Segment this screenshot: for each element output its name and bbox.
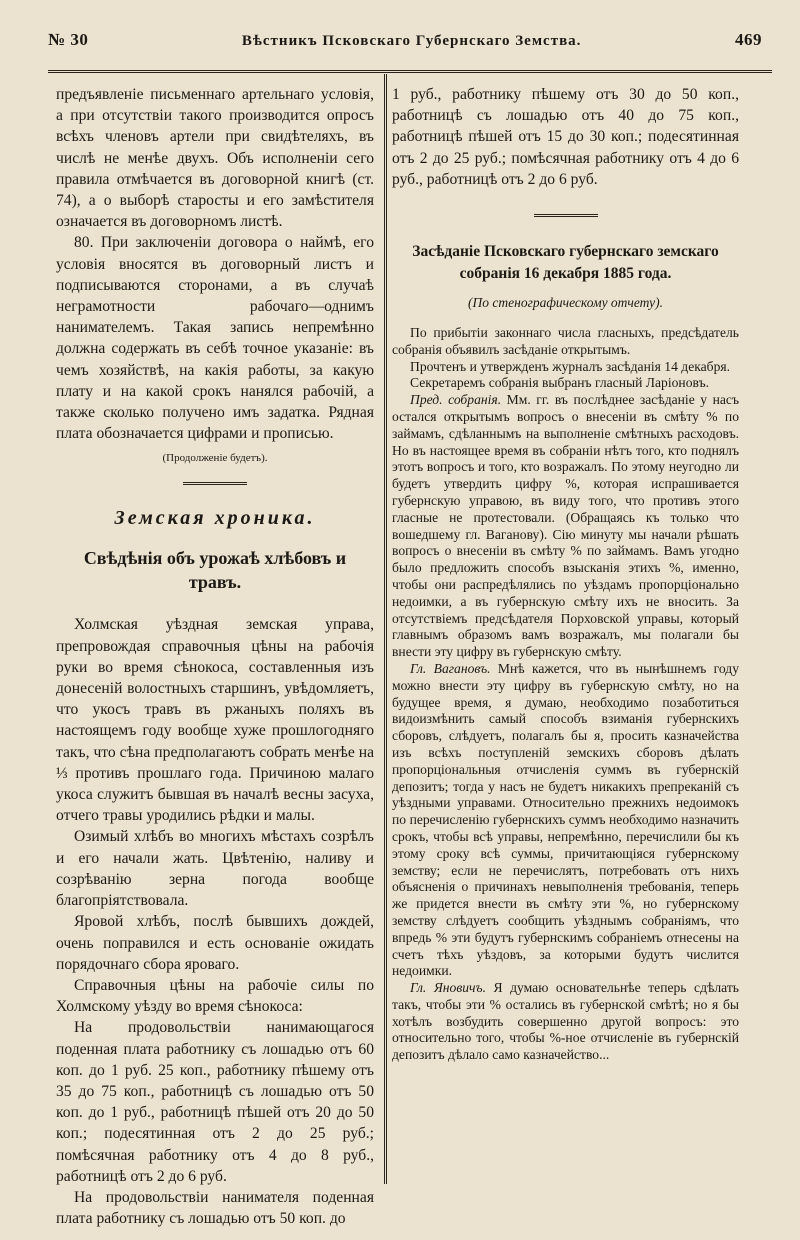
speaker-name: Гл. Яновичъ. [410,980,486,996]
paragraph: 1 руб., работнику пѣшему отъ 30 до 50 коп., работницѣ съ лошадью отъ 40 до 75 коп., работницѣ пѣшей отъ 15 до 30 коп.; подесятинная отъ 2 до 25 руб.; помѣсячная работнику отъ 4 до 6 руб., работницѣ отъ 2 до 6 руб. [392,86,739,188]
paragraph: Холмская уѣздная земская управа, препровождая справочныя цѣны на рабочія руки во время сѣнокоса, составленныя изъ донесеній волостныхъ старшинъ, увѣдомляетъ, что укосъ травъ въ ржаныхъ поляхъ въ настоящемъ году вообще хуже прошлогодняго такъ, что сѣна предполагаютъ собрать менѣе на ⅓ противъ прошлаго года. Причиною малаго укоса служитъ бывшая въ началѣ весны засуха, отчего травы уродились рѣдки и малы. [56,616,374,825]
paragraph: По прибытіи законнаго числа гласныхъ, предсѣдатель собранія объявилъ засѣданіе открытымъ. [392,325,739,357]
section-rule [534,214,598,217]
article-title: Свѣдѣнія объ урожаѣ хлѣбовъ и травъ. [83,548,347,593]
journal-title: Вѣстникъ Псковскаго Губернскаго Земства. [241,33,582,49]
speech-text: Мнѣ кажется, что въ нынѣшнемъ году можно внести эту цифру въ губернскую смѣту, но на будущее время, я думаю, необходимо позаботиться видоизмѣнить самый способъ взиманія губернскихъ сборовъ, слѣдуетъ, полагалъ бы я, просить казначейства изъ всѣхъ поступленій земскихъ сборовъ дѣлать пропорціональныя отчисленія суммъ въ губернскій депозитъ; тогда у насъ не будетъ никакихъ препреканій съ уѣздными управами. Относительно прежнихъ недоимокъ по перечисленію губернскихъ суммъ необходимо назначить срокъ, чтобы всѣ управы, непремѣнно, перечислили бы къ этому сроку всѣ суммы, причитающіяся губернскому земству; если не перечислятъ, потребовать отъ нихъ объясненія о причинахъ невыполненія требованія, теперь же придется внести въ смѣту эти %, но губернскому земству слѣдуетъ сообщить уѣзднымъ собраніямъ, что впредь % эти будутъ губернскимъ собраніемъ отнесены на счетъ тѣхъ уѣздовъ, за которыми будутъ числится недоимки. [392,660,740,979]
article-title: Засѣданіе Псковскаго губернскаго земскаго собранія 16 декабря 1885 года. [412,243,719,283]
speech-paragraph [392,980,739,1064]
paragraph: На продовольствіи нанимателя поденная плата работнику съ лошадью отъ 50 коп. до [56,1188,374,1228]
paragraph: На продовольствіи нанимающагося поденная плата работнику съ лошадью отъ 60 коп. до 1 руб. 25 коп., работнику пѣшему отъ 35 до 75 коп., работницѣ съ лошадью отъ 50 коп. до 1 руб., работницѣ пѣшей отъ 20 до 50 коп.; подесятинная отъ 2 до 25 руб.; помѣсячная работнику отъ 4 до 8 руб., работницѣ отъ 2 до 6 руб. [56,1019,374,1185]
paragraph: Озимый хлѣбъ во многихъ мѣстахъ созрѣлъ и его начали жать. Цвѣтенію, наливу и созрѣванію зерна погода вообще благопріятствовала. [56,828,374,910]
continuation-note: (Продолженіе будетъ). [162,452,268,465]
article-subtitle: (По стенографическому отчету). [468,295,663,311]
paragraph: Яровой хлѣбъ, послѣ бывшихъ дождей, очень поправился и есть основаніе ожидать порядочнаго сбора яроваго. [56,913,374,973]
speaker-name: Пред. собранія. [410,392,502,408]
speaker-name: Гл. Вагановъ. [410,660,491,676]
column-divider [384,74,387,1184]
section-rule [183,482,247,485]
left-column [56,84,374,1229]
paragraph: Секретаремъ собранія выбранъ гласный Ларіоновъ. [410,375,710,391]
paragraph: предъявленіе письменнаго артельнаго условія, а при отсутствіи такого производится опросъ всѣхъ членовъ артели при свидѣтеляхъ, въ числѣ не менѣе двухъ. Объ исполненіи сего правила отмѣчается въ договорной книгѣ (ст. 74), а о выборѣ старосты и его замѣстителя означается въ договорномъ листѣ. [56,86,374,231]
speech-text: Я думаю основательнѣе теперь сдѣлать такъ, чтобы эти % остались въ губернской смѣтѣ; но я бы хотѣлъ возбудить совершенно другой вопросъ: это относительно того, чтобы %-ное отчисленіе въ губернскій депозитъ дѣлало само казначейство... [392,980,739,1063]
speech-text: Мм. гг. въ послѣднее засѣданіе у насъ остался открытымъ вопросъ о внесеніи въ смѣту % по займамъ, сдѣланнымъ на выполненіе смѣтныхъ расходовъ. Но въ настоящее время въ собраніи нѣтъ того, кто поднялъ этотъ вопросъ и того, кто возражалъ. По этому неугодно ли будетъ утвердить цифру %, которая испрашивается губернскую управою, въ виду того, что противъ этого гласные не протестовали. (Обращаясь къ только что вошедшему гл. Ваганову). Сію минуту мы начали рѣшать вопросъ о внесеніи въ смѣту % по займамъ. Вамъ угодно было предложить способъ взысканія этихъ %, именно, чтобы они распредѣлялись по уѣздамъ пропорціонально недоимки, а въ губернскую смѣту ихъ не вносить. За отсутствіемъ предсѣдателя Порховской управы, который главнымъ образомъ вамъ возражалъ, мы полагали бы внести эту цифру въ губернскую смѣту. [392,392,739,660]
speech-paragraph [392,661,739,980]
header-rule [48,70,772,73]
paragraph: 80. При заключеніи договора о наймѣ, его условія вносятся въ договорный листъ и подписываются сторонами, а въ случаѣ неграмотности рабочаго—однимъ нанимателемъ. Такая запись непремѣнно должна содержать въ себѣ точное указаніе: въ чемъ хозяйствѣ, на какія работы, за какую плату и на какой срокъ нанялся рабочій, а также сколько получено имъ задатка. Рядная плата обозначается цифрами и прописью. [56,234,374,443]
speech-paragraph [392,392,739,661]
page-number: 469 [734,30,762,49]
issue-number: № 30 [48,30,89,49]
section-heading: Земская хроника. [114,507,316,530]
paragraph: Справочныя цѣны на рабочіе силы по Холмскому уѣзду во время сѣнокоса: [56,976,374,1016]
paragraph: Прочтенъ и утвержденъ журналъ засѣданія 14 декабря. [410,358,731,374]
right-column [392,84,739,1064]
page-header [48,30,762,58]
